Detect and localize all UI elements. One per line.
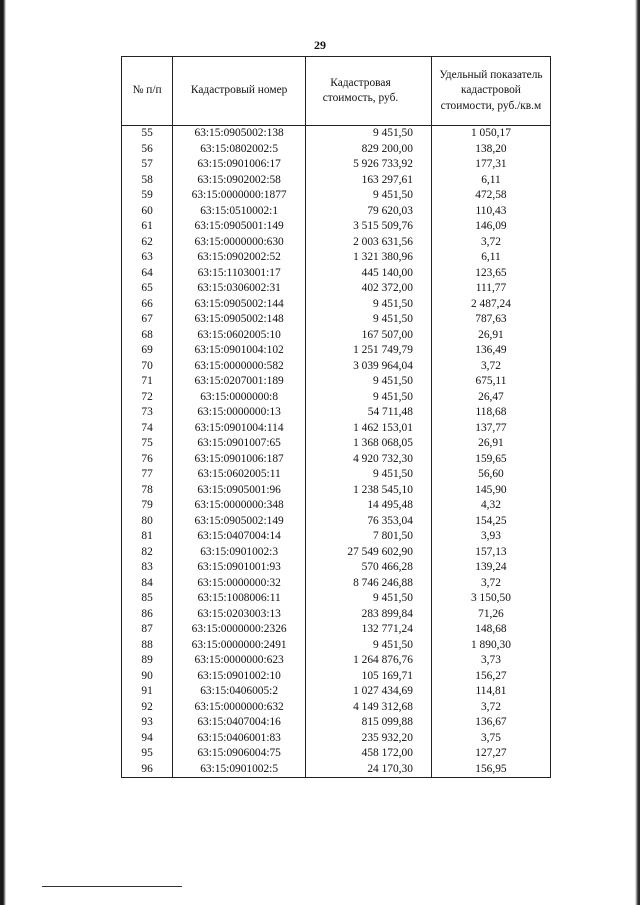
cadastral-number-cell: 63:15:0406005:2 [173, 684, 306, 700]
page-number: 29 [314, 38, 326, 52]
cadastral-cost-cell: 1 368 068,05 [306, 436, 432, 452]
cadastral-cost-cell: 163 297,61 [306, 173, 432, 189]
table-row [122, 684, 551, 700]
specific-index-cell: 123,65 [431, 266, 550, 282]
specific-index-cell: 111,77 [431, 281, 550, 297]
table-row [122, 328, 551, 344]
cadastral-cost-cell: 54 711,48 [306, 405, 432, 421]
specific-index-cell: 3,72 [431, 359, 550, 375]
row-number-cell: 85 [122, 591, 173, 607]
table-row [122, 204, 551, 220]
cadastral-cost-cell: 235 932,20 [306, 731, 432, 747]
table-row [122, 591, 551, 607]
row-number-cell: 57 [122, 157, 173, 173]
cadastral-number-cell: 63:15:0901007:65 [173, 436, 306, 452]
table-row [122, 436, 551, 452]
row-number-cell: 82 [122, 545, 173, 561]
header-num: № п/п [122, 57, 173, 126]
cadastral-cost-cell: 9 451,50 [306, 297, 432, 313]
cadastral-cost-cell: 1 238 545,10 [306, 483, 432, 499]
footnote-rule [42, 886, 182, 887]
table-row [122, 219, 551, 235]
table-row [122, 762, 551, 778]
row-number-cell: 80 [122, 514, 173, 530]
cadastral-number-cell: 63:15:0510002:1 [173, 204, 306, 220]
specific-index-cell: 146,09 [431, 219, 550, 235]
cadastral-table [121, 56, 551, 778]
cadastral-cost-cell: 7 801,50 [306, 529, 432, 545]
row-number-cell: 89 [122, 653, 173, 669]
cadastral-number-cell: 63:15:0407004:14 [173, 529, 306, 545]
row-number-cell: 59 [122, 188, 173, 204]
row-number-cell: 60 [122, 204, 173, 220]
cadastral-cost-cell: 1 462 153,01 [306, 421, 432, 437]
specific-index-cell: 6,11 [431, 173, 550, 189]
specific-index-cell: 56,60 [431, 467, 550, 483]
table-row [122, 638, 551, 654]
specific-index-cell: 26,91 [431, 436, 550, 452]
table-row [122, 483, 551, 499]
table-row [122, 235, 551, 251]
cadastral-number-cell: 63:15:0000000:348 [173, 498, 306, 514]
row-number-cell: 91 [122, 684, 173, 700]
cadastral-number-cell: 63:15:0905001:96 [173, 483, 306, 499]
cadastral-number-cell: 63:15:0000000:1877 [173, 188, 306, 204]
cadastral-number-cell: 63:15:0000000:32 [173, 576, 306, 592]
row-number-cell: 88 [122, 638, 173, 654]
table-row [122, 281, 551, 297]
cadastral-number-cell: 63:15:0000000:582 [173, 359, 306, 375]
table-row [122, 126, 551, 142]
cadastral-cost-cell: 4 920 732,30 [306, 452, 432, 468]
cadastral-cost-cell: 79 620,03 [306, 204, 432, 220]
row-number-cell: 58 [122, 173, 173, 189]
table-row [122, 266, 551, 282]
table-row [122, 560, 551, 576]
table-row [122, 498, 551, 514]
row-number-cell: 67 [122, 312, 173, 328]
cadastral-number-cell: 63:15:0407004:16 [173, 715, 306, 731]
row-number-cell: 90 [122, 669, 173, 685]
specific-index-cell: 2 487,24 [431, 297, 550, 313]
table-row [122, 514, 551, 530]
cadastral-cost-cell: 829 200,00 [306, 142, 432, 158]
cadastral-number-cell: 63:15:0906004:75 [173, 746, 306, 762]
cadastral-number-cell: 63:15:0902002:52 [173, 250, 306, 266]
specific-index-cell: 127,27 [431, 746, 550, 762]
table-row [122, 374, 551, 390]
specific-index-cell: 1 050,17 [431, 126, 550, 142]
cadastral-cost-cell: 9 451,50 [306, 312, 432, 328]
table-row [122, 188, 551, 204]
table-row [122, 390, 551, 406]
specific-index-cell: 118,68 [431, 405, 550, 421]
cadastral-cost-cell: 167 507,00 [306, 328, 432, 344]
cadastral-number-cell: 63:15:0905002:149 [173, 514, 306, 530]
table-row [122, 576, 551, 592]
specific-index-cell: 26,91 [431, 328, 550, 344]
cadastral-cost-cell: 283 899,84 [306, 607, 432, 623]
row-number-cell: 56 [122, 142, 173, 158]
cadastral-number-cell: 63:15:0901002:3 [173, 545, 306, 561]
cadastral-cost-cell: 1 027 434,69 [306, 684, 432, 700]
table-row [122, 405, 551, 421]
row-number-cell: 65 [122, 281, 173, 297]
table-row [122, 359, 551, 375]
row-number-cell: 96 [122, 762, 173, 778]
table-row [122, 297, 551, 313]
specific-index-cell: 156,95 [431, 762, 550, 778]
scan-edge-left [0, 0, 6, 905]
specific-index-cell: 138,20 [431, 142, 550, 158]
table-row [122, 700, 551, 716]
cadastral-number-cell: 63:15:0905002:144 [173, 297, 306, 313]
cadastral-number-cell: 63:15:0802002:5 [173, 142, 306, 158]
cadastral-number-cell: 63:15:1103001:17 [173, 266, 306, 282]
row-number-cell: 63 [122, 250, 173, 266]
table-row [122, 452, 551, 468]
specific-index-cell: 26,47 [431, 390, 550, 406]
cadastral-cost-cell: 5 926 733,92 [306, 157, 432, 173]
row-number-cell: 64 [122, 266, 173, 282]
cadastral-cost-cell: 4 149 312,68 [306, 700, 432, 716]
row-number-cell: 83 [122, 560, 173, 576]
cadastral-number-cell: 63:15:0602005:11 [173, 467, 306, 483]
cadastral-number-cell: 63:15:0000000:632 [173, 700, 306, 716]
specific-index-cell: 71,26 [431, 607, 550, 623]
row-number-cell: 70 [122, 359, 173, 375]
scan-edge-right [635, 0, 640, 905]
header-cadastral-cost: Кадастровая стоимость, руб. [306, 57, 432, 126]
cadastral-number-cell: 63:15:0602005:10 [173, 328, 306, 344]
table-row [122, 142, 551, 158]
specific-index-cell: 110,43 [431, 204, 550, 220]
cadastral-cost-cell: 24 170,30 [306, 762, 432, 778]
cadastral-number-cell: 63:15:0905002:148 [173, 312, 306, 328]
specific-index-cell: 4,32 [431, 498, 550, 514]
cadastral-number-cell: 63:15:0000000:13 [173, 405, 306, 421]
cadastral-cost-cell: 570 466,28 [306, 560, 432, 576]
specific-index-cell: 3,75 [431, 731, 550, 747]
cadastral-number-cell: 63:15:0905002:138 [173, 126, 306, 142]
cadastral-cost-cell: 1 321 380,96 [306, 250, 432, 266]
cadastral-number-cell: 63:15:0406001:83 [173, 731, 306, 747]
specific-index-cell: 154,25 [431, 514, 550, 530]
table-row [122, 173, 551, 189]
specific-index-cell: 136,67 [431, 715, 550, 731]
cadastral-cost-cell: 27 549 602,90 [306, 545, 432, 561]
cadastral-number-cell: 63:15:0000000:2491 [173, 638, 306, 654]
cadastral-cost-cell: 9 451,50 [306, 126, 432, 142]
cadastral-number-cell: 63:15:0901006:17 [173, 157, 306, 173]
cadastral-number-cell: 63:15:0207001:189 [173, 374, 306, 390]
specific-index-cell: 177,31 [431, 157, 550, 173]
cadastral-number-cell: 63:15:0905001:149 [173, 219, 306, 235]
table-body [122, 126, 551, 778]
cadastral-number-cell: 63:15:0901002:5 [173, 762, 306, 778]
cadastral-cost-cell: 9 451,50 [306, 467, 432, 483]
specific-index-cell: 3 150,50 [431, 591, 550, 607]
cadastral-cost-cell: 76 353,04 [306, 514, 432, 530]
cadastral-cost-cell: 1 264 876,76 [306, 653, 432, 669]
cadastral-cost-cell: 2 003 631,56 [306, 235, 432, 251]
table-row [122, 250, 551, 266]
specific-index-cell: 6,11 [431, 250, 550, 266]
cadastral-number-cell: 63:15:0902002:58 [173, 173, 306, 189]
cadastral-number-cell: 63:15:0901001:93 [173, 560, 306, 576]
specific-index-cell: 145,90 [431, 483, 550, 499]
cadastral-number-cell: 63:15:0901002:10 [173, 669, 306, 685]
row-number-cell: 84 [122, 576, 173, 592]
row-number-cell: 66 [122, 297, 173, 313]
cadastral-cost-cell: 132 771,24 [306, 622, 432, 638]
table-row [122, 157, 551, 173]
row-number-cell: 72 [122, 390, 173, 406]
row-number-cell: 81 [122, 529, 173, 545]
cadastral-cost-cell: 402 372,00 [306, 281, 432, 297]
row-number-cell: 61 [122, 219, 173, 235]
specific-index-cell: 157,13 [431, 545, 550, 561]
table-row [122, 343, 551, 359]
cadastral-number-cell: 63:15:0000000:8 [173, 390, 306, 406]
cadastral-cost-cell: 9 451,50 [306, 390, 432, 406]
specific-index-cell: 3,72 [431, 235, 550, 251]
table-row [122, 746, 551, 762]
row-number-cell: 86 [122, 607, 173, 623]
table-row [122, 715, 551, 731]
row-number-cell: 73 [122, 405, 173, 421]
row-number-cell: 77 [122, 467, 173, 483]
specific-index-cell: 136,49 [431, 343, 550, 359]
table-row [122, 622, 551, 638]
cadastral-number-cell: 63:15:0901006:187 [173, 452, 306, 468]
cadastral-cost-cell: 9 451,50 [306, 188, 432, 204]
specific-index-cell: 137,77 [431, 421, 550, 437]
cadastral-cost-cell: 3 515 509,76 [306, 219, 432, 235]
row-number-cell: 68 [122, 328, 173, 344]
specific-index-cell: 787,63 [431, 312, 550, 328]
row-number-cell: 79 [122, 498, 173, 514]
table-row [122, 467, 551, 483]
row-number-cell: 74 [122, 421, 173, 437]
table-row [122, 312, 551, 328]
row-number-cell: 69 [122, 343, 173, 359]
row-number-cell: 94 [122, 731, 173, 747]
cadastral-cost-cell: 105 169,71 [306, 669, 432, 685]
cadastral-number-cell: 63:15:1008006:11 [173, 591, 306, 607]
cadastral-cost-cell: 3 039 964,04 [306, 359, 432, 375]
table-row [122, 731, 551, 747]
cadastral-cost-cell: 9 451,50 [306, 374, 432, 390]
specific-index-cell: 3,73 [431, 653, 550, 669]
row-number-cell: 87 [122, 622, 173, 638]
table-row [122, 607, 551, 623]
cadastral-number-cell: 63:15:0203003:13 [173, 607, 306, 623]
specific-index-cell: 472,58 [431, 188, 550, 204]
specific-index-cell: 139,24 [431, 560, 550, 576]
specific-index-cell: 114,81 [431, 684, 550, 700]
cadastral-number-cell: 63:15:0000000:630 [173, 235, 306, 251]
cadastral-number-cell: 63:15:0000000:623 [173, 653, 306, 669]
row-number-cell: 71 [122, 374, 173, 390]
cadastral-cost-cell: 9 451,50 [306, 638, 432, 654]
specific-index-cell: 148,68 [431, 622, 550, 638]
table-row [122, 529, 551, 545]
header-specific-index: Удельный показатель кадастровой стоимости, руб./кв.м [431, 57, 550, 126]
row-number-cell: 92 [122, 700, 173, 716]
cadastral-cost-cell: 14 495,48 [306, 498, 432, 514]
specific-index-cell: 675,11 [431, 374, 550, 390]
cadastral-number-cell: 63:15:0901004:102 [173, 343, 306, 359]
specific-index-cell: 1 890,30 [431, 638, 550, 654]
row-number-cell: 93 [122, 715, 173, 731]
cadastral-cost-cell: 8 746 246,88 [306, 576, 432, 592]
specific-index-cell: 3,93 [431, 529, 550, 545]
row-number-cell: 55 [122, 126, 173, 142]
row-number-cell: 78 [122, 483, 173, 499]
row-number-cell: 95 [122, 746, 173, 762]
cadastral-cost-cell: 1 251 749,79 [306, 343, 432, 359]
cadastral-number-cell: 63:15:0901004:114 [173, 421, 306, 437]
cadastral-cost-cell: 815 099,88 [306, 715, 432, 731]
cadastral-number-cell: 63:15:0306002:31 [173, 281, 306, 297]
table-row [122, 669, 551, 685]
row-number-cell: 75 [122, 436, 173, 452]
specific-index-cell: 3,72 [431, 700, 550, 716]
cadastral-number-cell: 63:15:0000000:2326 [173, 622, 306, 638]
table-header-row [122, 57, 551, 126]
table-row [122, 545, 551, 561]
header-cadastral-number: Кадастровый номер [173, 57, 306, 126]
cadastral-cost-cell: 458 172,00 [306, 746, 432, 762]
specific-index-cell: 156,27 [431, 669, 550, 685]
row-number-cell: 76 [122, 452, 173, 468]
cadastral-cost-cell: 445 140,00 [306, 266, 432, 282]
row-number-cell: 62 [122, 235, 173, 251]
specific-index-cell: 159,65 [431, 452, 550, 468]
table-row [122, 421, 551, 437]
table-row [122, 653, 551, 669]
specific-index-cell: 3,72 [431, 576, 550, 592]
cadastral-cost-cell: 9 451,50 [306, 591, 432, 607]
